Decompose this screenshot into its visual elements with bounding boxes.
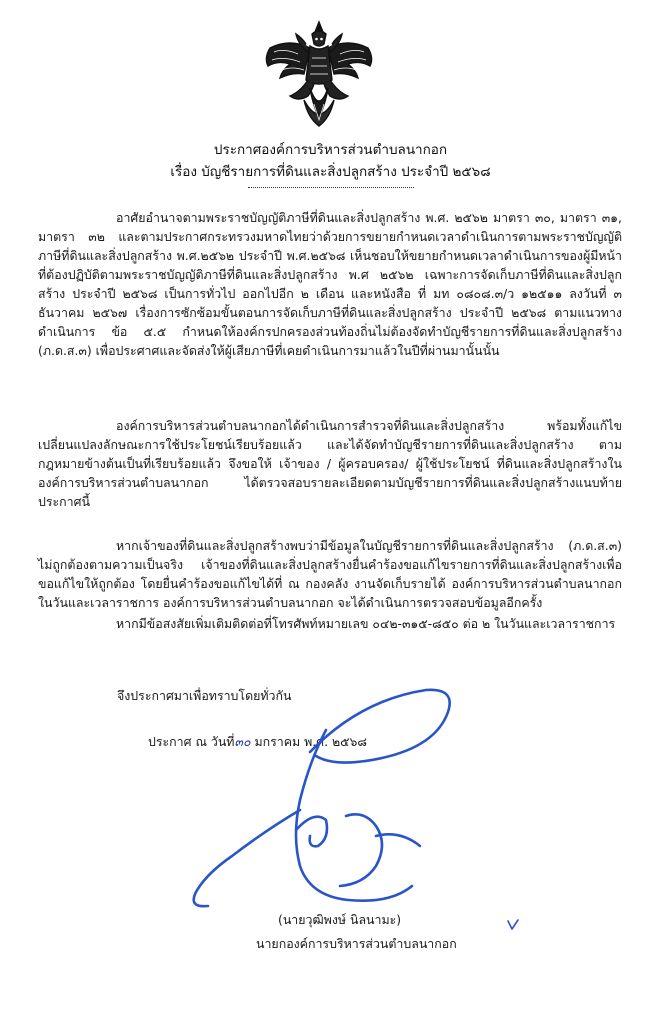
body-paragraph-2: องค์การบริหารส่วนตำบลนากอกได้ดำเนินการสำรวจที่ดินและสิ่งปลูกสร้าง พร้อมทั้งแก้ไขเปลี่ยนแปลงลักษณะการใช้ประโยชน์เรียบร้อยแล้ว และได้จัดทำบัญชีรายการที่ดินและสิ่งปลูกสร้าง ตามกฎหมายข้างต้นเป็นที่เรียบร้อยแล้ว จึงขอให้ เจ้าของ / ผู้ครอบครอง/ ผู้ใช้ประโยชน์ ที่ดินและสิ่งปลูกสร้างในองค์การบริหารส่วนตำบลนากอก ได้ตรวจสอบรายละเอียดตามบัญชีรายการที่ดินและสิ่งปลูกสร้างแนบท้ายประกาศนี้ (38, 418, 622, 509)
check-mark-icon (506, 918, 520, 932)
date-day: ๓๐ (234, 734, 251, 749)
body-paragraph-1: อาศัยอำนาจตามพระราชบัญญัติภาษีที่ดินและสิ่งปลูกสร้าง พ.ศ. ๒๕๖๒ มาตรา ๓๐, มาตรา ๓๑, มาตรา ๓๒ และตามประกาศกระทรวงมหาดไทยว่าด้วยการขยายกำหนดเวลาดำเนินการตามพระราชบัญญัติภาษีที่ดินและสิ่งปลูกสร้าง พ.ศ.๒๕๖๒ ประจำปี พ.ศ.๒๕๖๘ เห็นชอบให้ขยายกำหนดเวลาดำเนินการของผู้มีหน้าที่ต้องปฏิบัติตามพระราชบัญญัติภาษีที่ดินและสิ่งปลูกสร้าง พ.ศ ๒๕๖๒ เฉพาะการจัดเก็บภาษีที่ดินและสิ่งปลูกสร้าง ประจำปี ๒๕๖๘ เป็นการทั่วไป ออกไปอีก ๒ เดือน และหนังสือ ที่ มท ๐๘๐๘.๓/ว ๑๒๕๑๑ ลงวันที่ ๓ ธันวาคม ๒๕๖๗ เรื่องการซักซ้อมขั้นตอนการจัดเก็บภาษีที่ดินและสิ่งปลูกสร้าง ประจำปี ๒๕๖๘ ตามแนวทางดำเนินการ ข้อ ๕.๕ กำหนดให้องค์กรปกครองส่วนท้องถิ่นไม่ต้องจัดทำบัญชีรายการที่ดินและสิ่งปลูกสร้าง (ภ.ด.ส.๓) เพื่อประศาศและจัดส่งให้ผู้เสียภาษีที่เคยดำเนินการมาแล้วในปีที่ผ่านมานั้นนั้น (38, 210, 622, 358)
body-paragraph-3: หากเจ้าของที่ดินและสิ่งปลูกสร้างพบว่ามีข้อมูลในบัญชีรายการที่ดินและสิ่งปลูกสร้าง (ภ.ด.ส.๓) ไม่ถูกต้องตามความเป็นจริง เจ้าของที่ดินและสิ่งปลูกสร้างยื่นคำร้องขอแก้ไขรายการที่ดินและสิ่งปลูกสร้างเพื่อขอแก้ไขให้ถูกต้อง โดยยื่นคำร้องขอแก้ไขได้ที่ ณ กองคลัง งานจัดเก็บรายได้ องค์การบริหารส่วนตำบลนากอก ในวันและเวลาราชการ องค์การบริหารส่วนตำบลนากอก จะได้ดำเนินการตรวจสอบข้อมูลอีกครั้ง (38, 538, 622, 610)
date-line (148, 732, 367, 751)
body-paragraph-4: หากมีข้อสงสัยเพิ่มเติมติดต่อที่โทรศัพท์หมายเลข ๐๔๒-๓๑๕-๘๕๐ ต่อ ๒ ในวันและเวลาราชการ (116, 616, 616, 631)
announcement-title: ประกาศองค์การบริหารส่วนตำบลนากอก (213, 142, 448, 158)
date-suffix: มกราคม พ.ศ. ๒๕๖๘ (250, 734, 367, 749)
date-prefix: ประกาศ ณ วันที่ (148, 734, 235, 749)
signatory-position: นายกองค์การบริหารส่วนตำบลนากอก (256, 936, 457, 951)
garuda-emblem-icon (260, 18, 378, 130)
title-divider (248, 187, 414, 188)
announce-line: จึงประกาศมาเพื่อทราบโดยทั่วกัน (117, 688, 292, 703)
announcement-subject: เรื่อง บัญชีรายการที่ดินและสิ่งปลูกสร้าง ประจำปี ๒๕๖๘ (170, 164, 491, 180)
signatory-name: (นายวุฒิพงษ์ นิลนามะ) (278, 912, 402, 927)
